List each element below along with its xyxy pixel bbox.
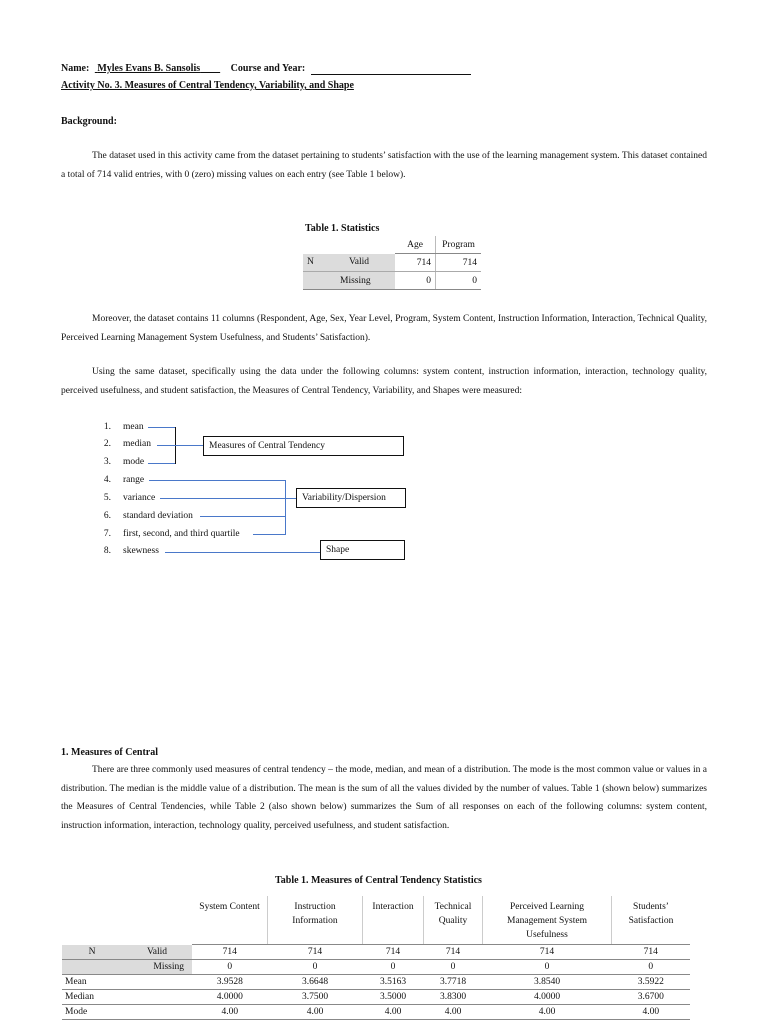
row-mode-label: Mode [62,1005,192,1020]
table-cell: 714 [363,945,424,960]
bracket-line [285,480,286,535]
col-age: Age [395,236,436,254]
table1-title: Table 1. Statistics [305,223,380,234]
course-label: Course and Year: [230,63,306,74]
table2-title: Table 1. Measures of Central Tendency Statistics [275,875,482,886]
table-cell: 3.5922 [612,975,691,990]
col-perceived-usefulness: Perceived Learning Management System Usefulness [483,896,612,945]
table-cell: 4.00 [483,1005,612,1020]
background-para-3: Using the same dataset, specifically using the data under the following columns: system content, instruction information, interaction, technology quality, perceived usefulness, and student satisfaction, the Measures of Central Tendency, Variability, and Shapes were measured: [61,367,707,396]
table-row [62,1005,690,1020]
table-cell: 3.8300 [424,990,483,1005]
valid-age: 714 [395,254,436,272]
course-blank [311,74,471,75]
table-cell: 3.5163 [363,975,424,990]
connector-line [160,498,285,499]
connector-line [165,552,321,553]
table-cell: 4.0000 [483,990,612,1005]
table-cell: 3.7718 [424,975,483,990]
table-cell: 3.7500 [268,990,363,1005]
table-cell: 4.00 [424,1005,483,1020]
connector-line [200,516,285,517]
name-label: Name: [61,63,90,74]
col-program: Program [436,236,482,254]
table-cell: 4.00 [612,1005,691,1020]
table-cell: 4.00 [268,1005,363,1020]
connector-line [157,445,175,446]
table-cell: 0 [424,960,483,975]
section1-para: There are three commonly used measures of central tendency – the mode, median, and mean of a distribution. The mode is the most common value or values in a distribution. The median is the middle value of a distribution. The mean is the sum of all the values divided by the number of values. Table 1 (shown below) summarizes the Measures of Central Tendencies, while Table 2 (also shown below) summarizes the Sum of all responses on each of the following columns: system content, instruction information, interaction, technology quality, perceived usefulness, and student satisfaction. [61,765,707,831]
central-tendency-table [62,896,690,1020]
activity-title: Activity No. 3. Measures of Central Tendency, Variability, and Shape [61,80,354,91]
connector-line [175,445,204,446]
section1-heading: 1. Measures of Central [61,747,159,758]
table-row [62,975,690,990]
row-missing-label: Missing [122,960,192,975]
background-para-2: Moreover, the dataset contains 11 columns (Respondent, Age, Sex, Year Level, Program, System Content, Instruction Information, Interaction, Technical Quality, Perceived Learning Management System Usefulness, and Students’ Satisfaction). [61,314,707,343]
connector-line [148,427,175,428]
variability-box: Variability/Dispersion [296,488,406,508]
row-valid: Valid [335,254,395,272]
connector-line [149,480,285,481]
missing-age: 0 [395,272,436,290]
table-cell: 714 [268,945,363,960]
table-cell: 0 [612,960,691,975]
table-cell: 3.6648 [268,975,363,990]
table-cell: 3.6700 [612,990,691,1005]
row-mean-label: Mean [62,975,192,990]
col-system-content: System Content [192,896,268,945]
table-cell: 0 [483,960,612,975]
missing-program: 0 [436,272,482,290]
table-cell: 0 [192,960,268,975]
row-valid-label: Valid [122,945,192,960]
row-n: N [303,254,335,272]
row-missing: Missing [335,272,395,290]
table-cell: 0 [363,960,424,975]
table-cell: 714 [192,945,268,960]
central-tendency-box: Measures of Central Tendency [203,436,404,456]
col-technical-quality: Technical Quality [424,896,483,945]
table-cell: 4.00 [363,1005,424,1020]
table-cell: 0 [268,960,363,975]
col-interaction: Interaction [363,896,424,945]
row-median-label: Median [62,990,192,1005]
col-instruction-information: Instruction Information [268,896,363,945]
table-cell: 714 [483,945,612,960]
table-cell: 3.8540 [483,975,612,990]
table-row [62,990,690,1005]
table-cell: 3.5000 [363,990,424,1005]
col-students-satisfaction: Students’ Satisfaction [612,896,691,945]
table-cell: 714 [612,945,691,960]
name-value: Myles Evans B. Sansolis [97,63,201,74]
table-row [62,945,690,960]
table-row [62,960,690,975]
table-cell: 3.9528 [192,975,268,990]
shape-box: Shape [320,540,405,560]
name-line [61,62,471,75]
background-para-1: The dataset used in this activity came from the dataset pertaining to students’ satisfaction with the use of the learning management system. This dataset contained a total of 714 valid entries, with 0 (zero) missing values on each entry (see Table 1 below). [61,151,707,180]
connector-line [148,463,175,464]
statistics-table [303,236,481,290]
connector-line [253,534,285,535]
table-cell: 4.0000 [192,990,268,1005]
row-n-label: N [62,945,122,960]
background-heading: Background: [61,116,117,127]
table-cell: 4.00 [192,1005,268,1020]
table-cell: 714 [424,945,483,960]
valid-program: 714 [436,254,482,272]
